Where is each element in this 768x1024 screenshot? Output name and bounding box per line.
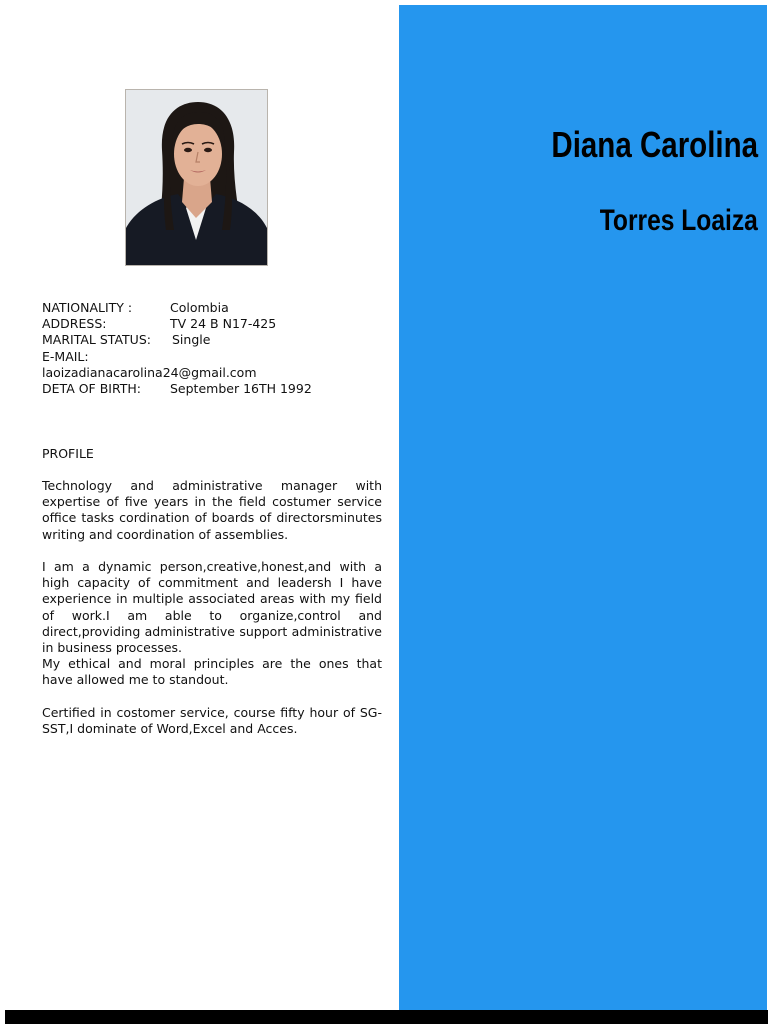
profile-paragraph: I am a dynamic person,creative,honest,and with a high capacity of commitment and leadersh I have experience in multiple associated areas with my field of work.I am able to organize,control and direct,providing administrative support administrative in business processes.: [42, 559, 382, 656]
profile-photo: [125, 89, 268, 266]
address-label: ADDRESS:: [42, 316, 107, 332]
marital-status-value: Single: [172, 332, 211, 348]
bottom-bar: [5, 1010, 768, 1024]
nationality-value: Colombia: [170, 300, 229, 315]
profile-heading: PROFILE: [42, 446, 94, 461]
nationality-label: NATIONALITY :: [42, 300, 133, 315]
personal-info: [42, 300, 312, 397]
email-label-row: [42, 349, 312, 365]
profile-paragraph: My ethical and moral principles are the ones that have allowed me to standout.: [42, 656, 382, 688]
birth-date-row: [42, 381, 312, 397]
birth-date-value: September 16TH 1992: [170, 381, 312, 397]
profile-paragraph: Technology and administrative manager with expertise of five years in the field costumer service office tasks cordination of boards of directorsminutes writing and coordination of assemblies.: [42, 478, 382, 542]
first-name: Diana Carolina: [551, 124, 758, 165]
birth-date-label: DETA OF BIRTH:: [42, 381, 141, 397]
address-row: [42, 316, 312, 332]
marital-status-row: [42, 332, 312, 348]
portrait-photo-icon: [126, 90, 267, 265]
nationality-row: [42, 300, 312, 316]
last-name: Torres Loaiza: [599, 204, 758, 237]
marital-status-label: MARITAL STATUS:: [42, 332, 151, 348]
profile-paragraph: Certified in costomer service, course fifty hour of SG-SST,I dominate of Word,Excel and Acces.: [42, 705, 382, 737]
address-value: TV 24 B N17-425: [170, 316, 277, 332]
email-label: E-MAIL:: [42, 348, 89, 364]
email-value-row: [42, 365, 312, 381]
email-value: laoizadianacarolina24@gmail.com: [42, 364, 257, 380]
